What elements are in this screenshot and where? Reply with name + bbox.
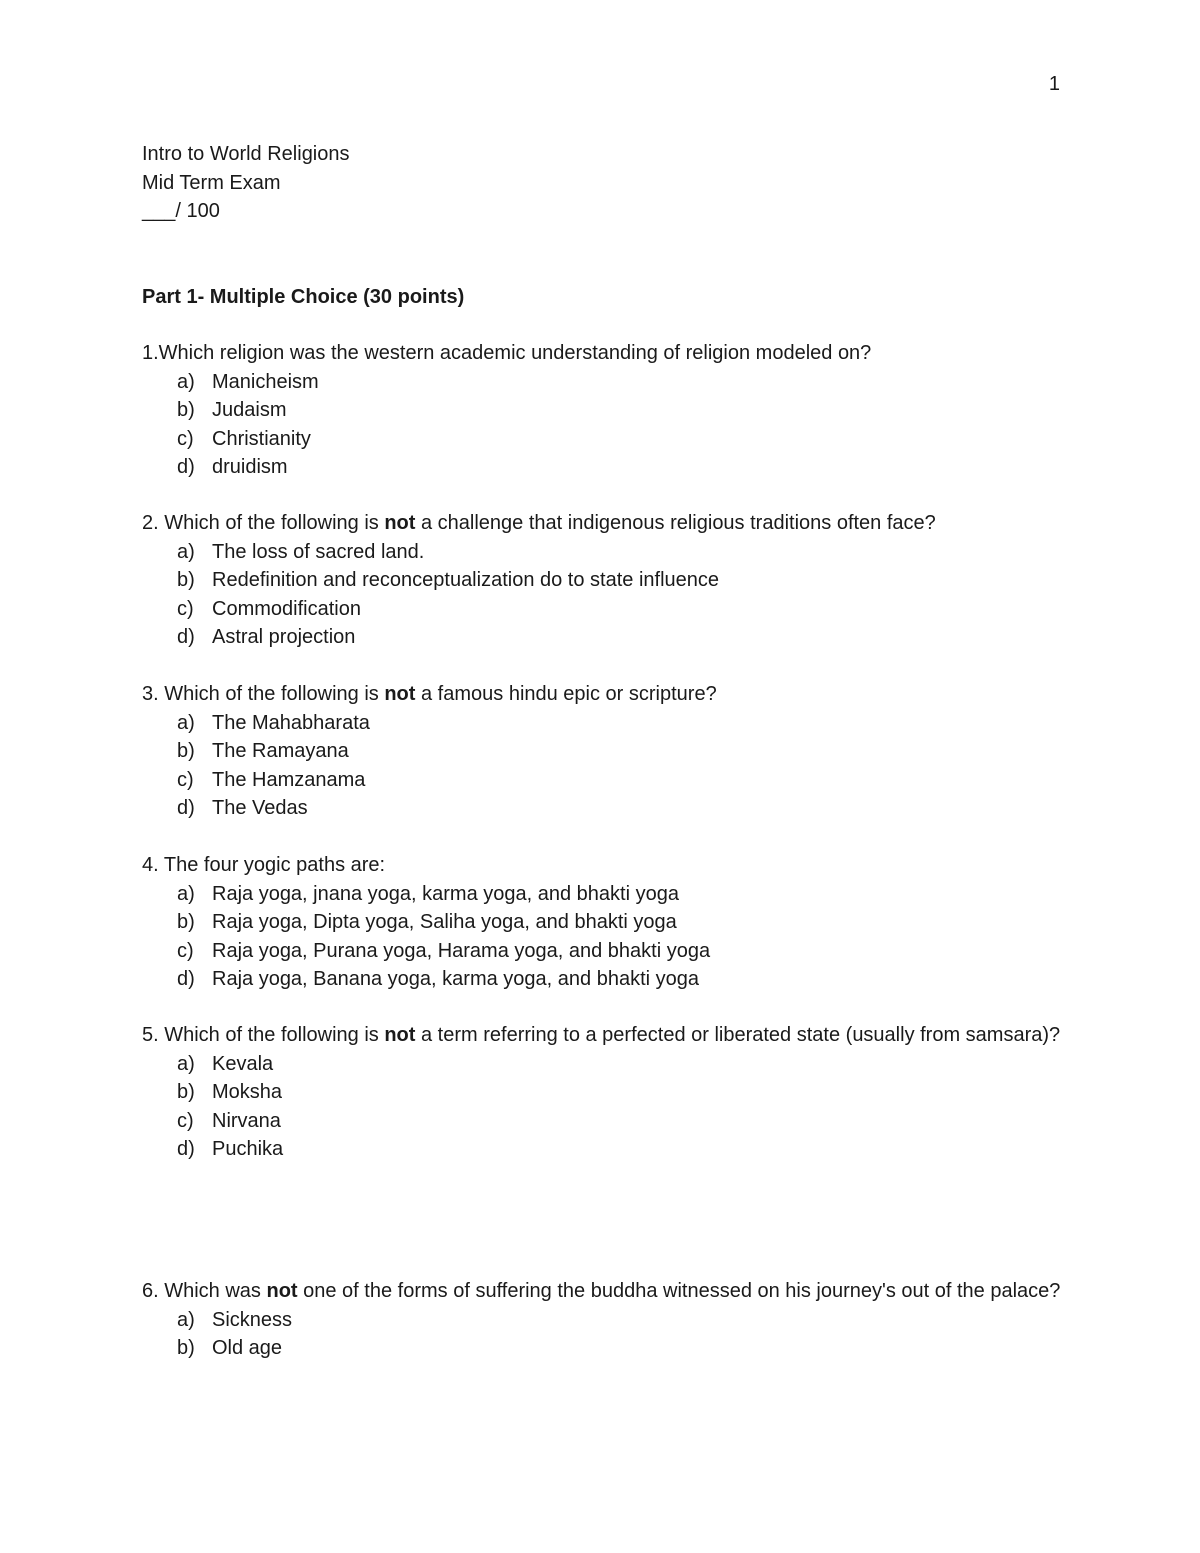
option-list xyxy=(142,368,1062,482)
question-text: 5. Which of the following is not a term referring to a perfected or liberated state (usually from samsara)? xyxy=(142,1024,1061,1046)
question-3 xyxy=(142,680,1062,823)
option-a[interactable]: a) Raja yoga, jnana yoga, karma yoga, and bhakti yoga xyxy=(177,882,679,905)
question-text: 6. Which was not one of the forms of suffering the buddha witnessed on his journey's out of the palace? xyxy=(142,1280,1061,1302)
question-2 xyxy=(142,509,1062,652)
option-d[interactable]: d) druidism xyxy=(177,456,288,478)
question-5 xyxy=(142,1021,1062,1164)
option-a[interactable]: a) The loss of sacred land. xyxy=(177,540,425,563)
page-number: 1 xyxy=(1048,73,1060,95)
question-4 xyxy=(142,851,1062,994)
option-d[interactable]: d) Puchika xyxy=(177,1138,284,1160)
option-list xyxy=(142,538,1062,652)
exam-title: Mid Term Exam xyxy=(142,171,281,194)
option-d[interactable]: d) The Vedas xyxy=(177,797,308,819)
option-a[interactable]: a) Kevala xyxy=(177,1052,274,1075)
option-list xyxy=(142,880,1062,994)
question-text: 2. Which of the following is not a challenge that indigenous religious traditions often face? xyxy=(142,512,936,534)
option-c[interactable]: c) The Hamzanama xyxy=(177,768,366,791)
option-d[interactable]: d) Astral projection xyxy=(177,626,356,648)
option-a[interactable]: a) The Mahabharata xyxy=(177,711,370,734)
score-line: ___/ 100 xyxy=(142,200,220,222)
option-c[interactable]: c) Raja yoga, Purana yoga, Harama yoga, and bhakti yoga xyxy=(177,939,711,962)
question-6 xyxy=(142,1277,1062,1363)
option-b[interactable]: b) Old age xyxy=(177,1337,283,1359)
option-c[interactable]: c) Commodification xyxy=(177,597,361,620)
option-c[interactable]: c) Christianity xyxy=(177,427,311,450)
exam-header xyxy=(142,140,350,226)
option-list xyxy=(142,1050,1062,1164)
option-c[interactable]: c) Nirvana xyxy=(177,1109,281,1132)
option-b[interactable]: b) Redefinition and reconceptualization do to state influence xyxy=(177,569,720,591)
option-d[interactable]: d) Raja yoga, Banana yoga, karma yoga, and bhakti yoga xyxy=(177,968,699,990)
option-list xyxy=(142,1306,1062,1363)
option-a[interactable]: a) Manicheism xyxy=(177,370,319,393)
course-title: Intro to World Religions xyxy=(142,143,350,165)
question-1 xyxy=(142,339,1062,482)
option-list xyxy=(142,709,1062,823)
option-b[interactable]: b) The Ramayana xyxy=(177,740,349,762)
option-b[interactable]: b) Judaism xyxy=(177,399,287,421)
question-text: 1.Which religion was the western academic understanding of religion modeled on? xyxy=(142,342,872,364)
option-b[interactable]: b) Moksha xyxy=(177,1081,283,1103)
part-title: Part 1- Multiple Choice (30 points) xyxy=(142,286,465,308)
option-a[interactable]: a) Sickness xyxy=(177,1308,293,1331)
question-text: 4. The four yogic paths are: xyxy=(142,854,386,876)
option-b[interactable]: b) Raja yoga, Dipta yoga, Saliha yoga, and bhakti yoga xyxy=(177,911,677,933)
question-text: 3. Which of the following is not a famous hindu epic or scripture? xyxy=(142,683,717,705)
